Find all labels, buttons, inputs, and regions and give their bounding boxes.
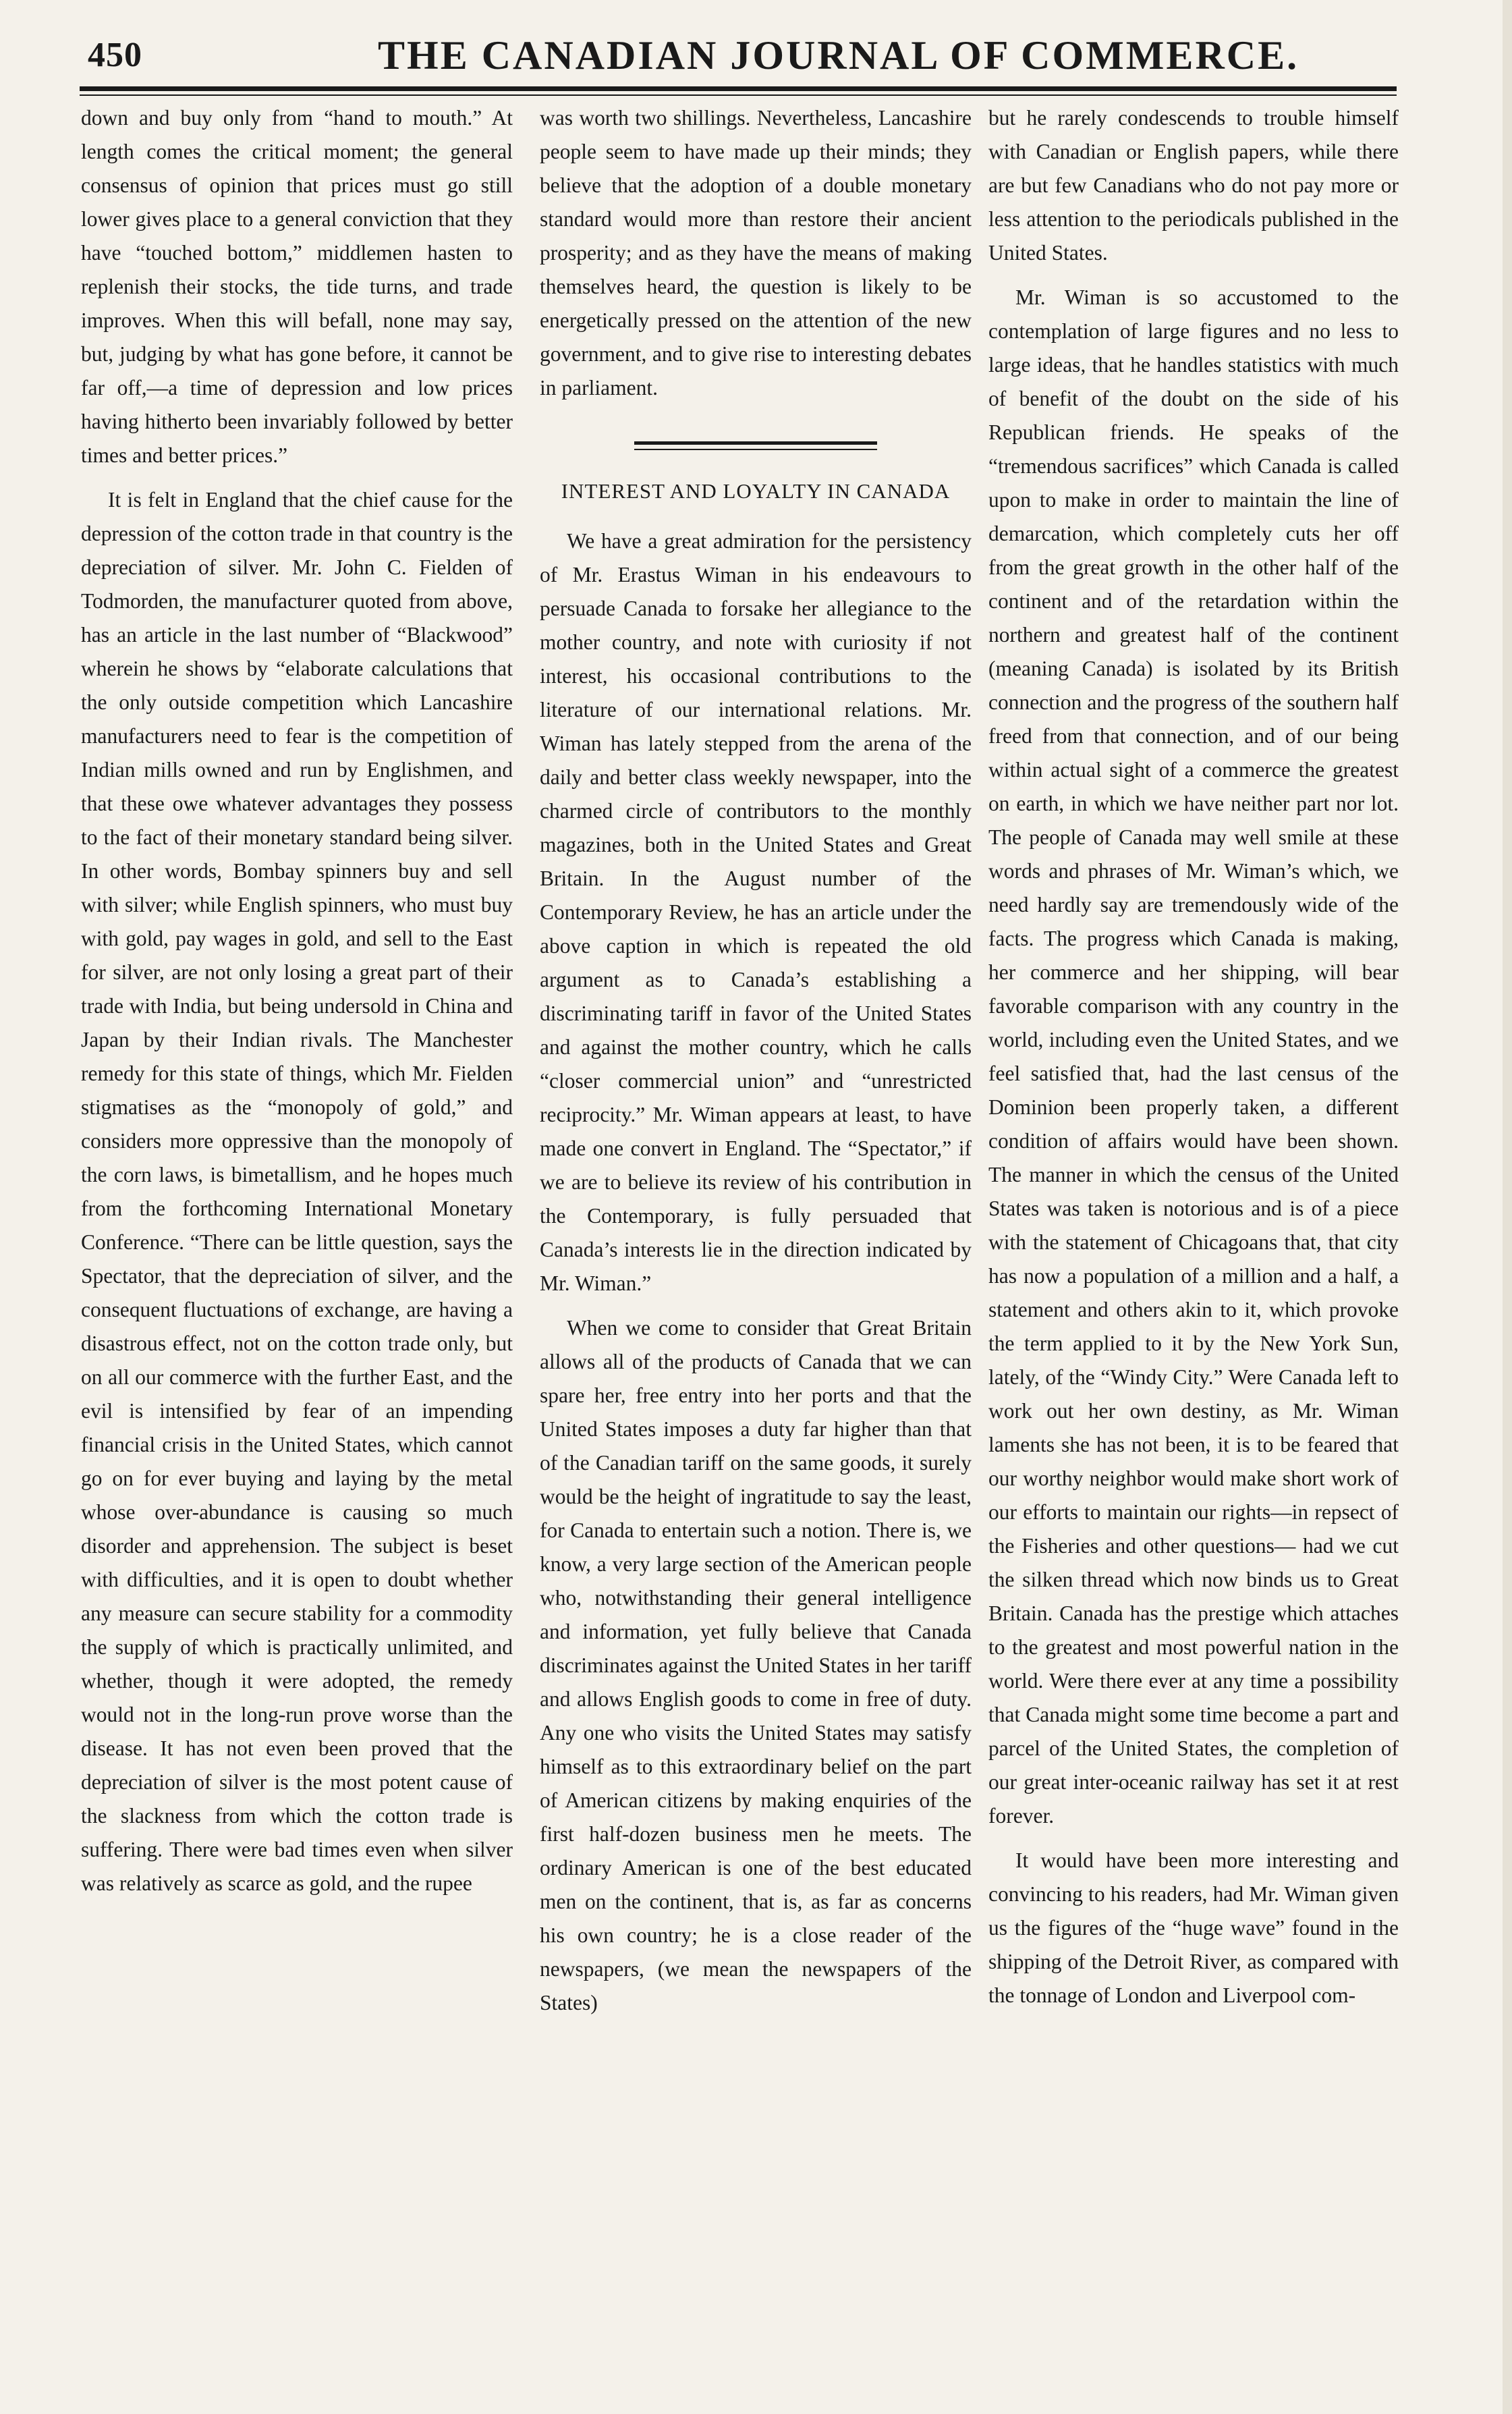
header-rule-thick xyxy=(80,86,1397,91)
paragraph: When we come to consider that Great Britain allows all of the products of Canada that we can spare her, free entry into her ports and that the United States imposes a duty far higher than that of the Canadian tariff on the same goods, it surely would be the height of ingratitude to say the least, for Canada to entertain such a notion. There is, we know, a very large section of the American people who, notwithstanding their general intelligence and information, yet fully believe that Canada discriminates against the United States in her tariff and allows English goods to come in free of duty. Any one who visits the United States may satisfy himself as to this extraordinary belief on the part of American citizens by making enquiries of the first half-dozen business men he meets. The ordinary American is one of the best educated men on the continent, that is, as far as concerns his own country; he is a close reader of the newspapers, (we mean the newspapers of the States) xyxy=(540,1316,972,2014)
article-heading: INTEREST AND LOYALTY IN CANADA xyxy=(561,479,951,503)
page-number: 450 xyxy=(88,36,142,74)
header-rule-thin xyxy=(80,94,1397,96)
journal-title: THE CANADIAN JOURNAL OF COMMERCE. xyxy=(378,33,1299,78)
paragraph: Mr. Wiman is so accustomed to the contemplation of large figures and no less to large ideas, that he handles statistics with much of benefit of the doubt on the side of his Republican friends. He speaks of the “tremendous sacrifices” which Canada is called upon to make in order to maintain the line of demarcation, which completely cuts her off from the great growth in the other half of the continent and of the retardation within the northern and greatest half of the continent (meaning Canada) is isolated by its British connection and the progress of the southern half freed from that connection, and of our being within actual sight of a commerce the greatest on earth, in which we have neither part nor lot. The people of Canada may well smile at these words and phrases of Mr. Wiman’s which, we need hardly say are tremendously wide of the facts. The progress which Canada is making, her commerce and her shipping, will bear favorable comparison with any country in the world, including even the United States, and we feel satisfied that, had the last census of the Dominion been properly taken, a different condition of affairs would have been shown. The manner in which the census of the United States was taken is notorious and is of a piece with the statement of Chicagoans that, that city has now a population of a million and a half, a statement and others akin to it, which provoke the term applied to it by the New York Sun, lately, of the “Windy City.” Were Canada left to work out her own destiny, as Mr. Wiman laments she has not been, it is to be feared that our worthy neighbor would make short work of our efforts to maintain our rights—in repsect of the Fisheries and other questions— had we cut the silken thread which now binds us to Great Britain. Canada has the prestige which attaches to the greatest and most powerful nation in the world. Were there ever at any time a possibility that Canada might some time become a part and parcel of the United States, the completion of our great inter-oceanic railway has set it at rest forever. xyxy=(988,285,1399,1828)
paragraph: We have a great admiration for the persistency of Mr. Erastus Wiman in his endeavours to persuade Canada to forsake her allegiance to the mother country, and note with curiosity if not interest, his occasional contributions to the literature of our international relations. Mr. Wiman has lately stepped from the arena of the daily and better class weekly newspaper, into the charmed circle of contributors to the monthly magazines, both in the United States and Great Britain. In the August number of the Contemporary Review, he has an article under the above caption in which is repeated the old argument as to Canada’s establishing a discriminating tariff in favor of the United States and against the mother country, which he calls “closer commercial union” and “unrestricted reciprocity.” Mr. Wiman appears at least, to have made one convert in England. The “Spectator,” if we are to believe its review of his contribution in the Contemporary, is fully persuaded that Canada’s interests lie in the direction indicated by Mr. Wiman.” xyxy=(540,529,972,1295)
column-3 xyxy=(988,101,1399,2396)
paragraph: was worth two shillings. Nevertheless, Lancashire people seem to have made up their minds; they believe that the adoption of a double monetary standard would more than restore their ancient prosperity; and as they have the means of making themselves heard, the question is likely to be energetically pressed on the attention of the new government, and to give rise to interesting debates in parliament. xyxy=(540,106,972,400)
section-divider xyxy=(634,441,877,450)
column-2 xyxy=(540,101,972,2396)
paragraph: but he rarely condescends to trouble himself with Canadian or English papers, while there are but few Canadians who do not pay more or less attention to the periodicals published in the United States. xyxy=(988,106,1399,265)
paragraph: It is felt in England that the chief cause for the depression of the cotton trade in that country is the depreciation of silver. Mr. John C. Fielden of Todmorden, the manufacturer quoted from above, has an article in the last number of “Blackwood” wherein he shows by “elaborate calculations that the only outside competition which Lancashire manufacturers need to fear is the competition of Indian mills owned and run by Englishmen, and that these owe whatever advantages they possess to the fact of their monetary standard being silver. In other words, Bombay spinners buy and sell with silver; while English spinners, who must buy with gold, pay wages in gold, and sell to the East for silver, are not only losing a great part of their trade with India, but being undersold in China and Japan by their Indian rivals. The Manchester remedy for this state of things, which Mr. Fielden stigmatises as the “monopoly of gold,” and considers more oppressive than the monopoly of the corn laws, is bimetallism, and he hopes much from the forthcoming International Monetary Conference. “There can be little question, says the Spectator, that the depreciation of silver, and the consequent fluctuations of exchange, are having a disastrous effect, not on the cotton trade only, but on all our commerce with the further East, and the evil is intensified by fear of an impending financial crisis in the United States, which cannot go on for ever buying and laying by the metal whose over-abundance is causing so much disorder and apprehension. The subject is beset with difficulties, and it is open to doubt whether any measure can secure stability for a commodity the supply of which is practically unlimited, and whether, though it were adopted, the remedy would not in the long-run prove worse than the disease. It has not even been proved that the depreciation of silver is the most potent cause of the slackness from which the cotton trade is suffering. There were bad times even when silver was relatively as scarce as gold, and the rupee xyxy=(81,488,513,1895)
paragraph: It would have been more interesting and convincing to his readers, had Mr. Wiman given us the figures of the “huge wave” found in the shipping of the Detroit River, as compared with the tonnage of London and Liverpool com- xyxy=(988,1848,1399,2007)
page-edge xyxy=(1503,0,1512,2414)
column-1 xyxy=(81,101,513,2396)
paragraph: down and buy only from “hand to mouth.” At length comes the critical moment; the general consensus of opinion that prices must go still lower gives place to a general conviction that they have “touched bottom,” middlemen hasten to replenish their stocks, the tide turns, and trade improves. When this will befall, none may say, but, judging by what has gone before, it cannot be far off,—a time of depression and low prices having hitherto been invariably followed by better times and better prices.” xyxy=(81,106,513,467)
